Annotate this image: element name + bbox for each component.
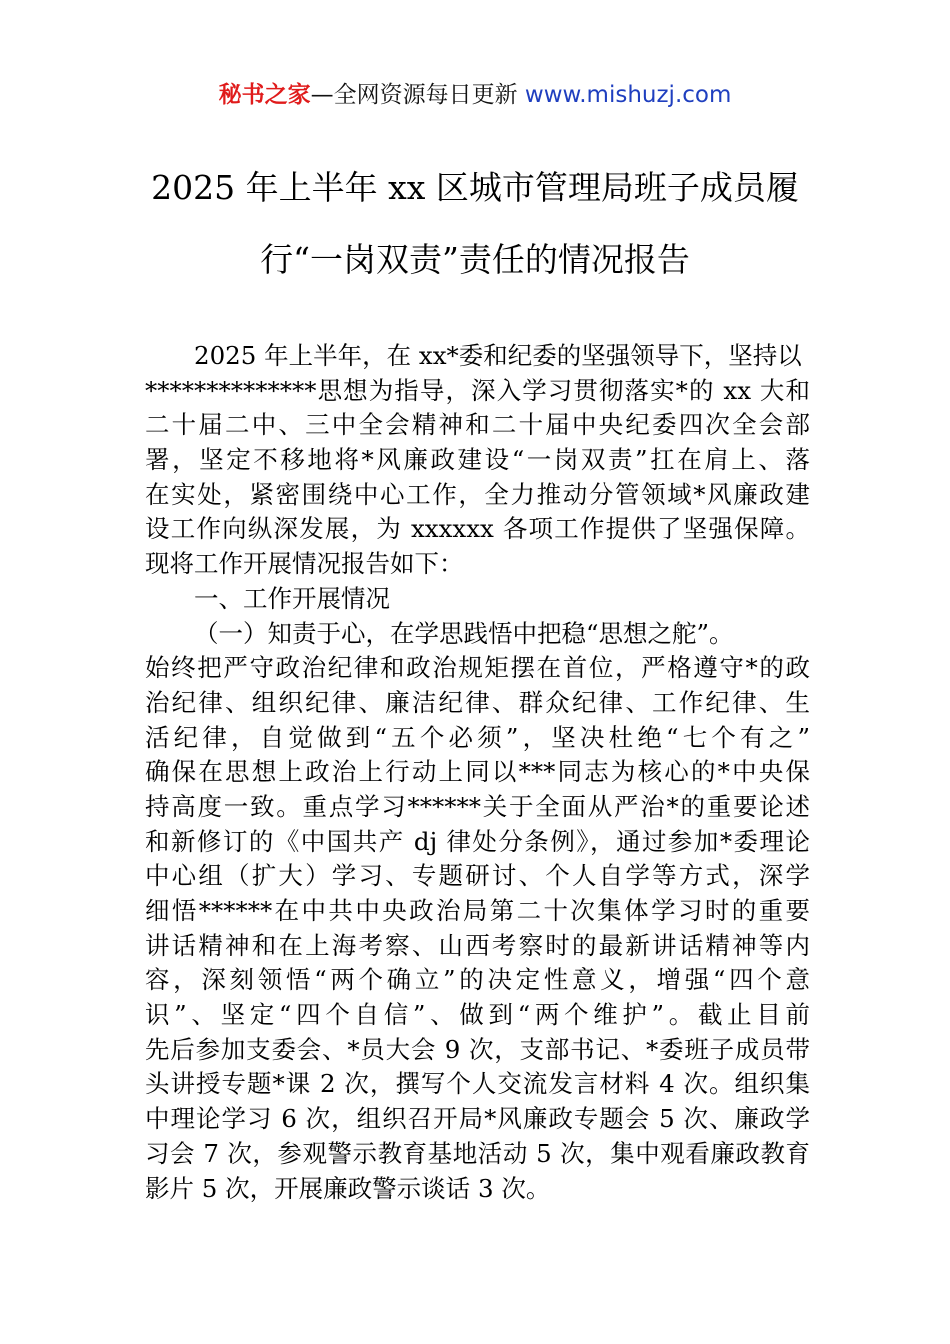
body-line: 署，坚定不移地将*风廉政建设“一岗双责”扛在肩上、落	[145, 445, 810, 475]
body-line: 和新修订的《中国共产 dj 律处分条例》，通过参加*委理论	[145, 826, 810, 856]
body-line: 2025 年上半年，在 xx*委和纪委的坚强领导下，坚持以	[194, 341, 802, 370]
title-line-1: 2025 年上半年 xx 区城市管理局班子成员履	[151, 168, 799, 207]
body-line: 在实处，紧密围绕中心工作，全力推动分管领域*风廉政建	[145, 479, 810, 509]
section-heading: 一、工作开展情况	[194, 583, 390, 613]
body-line: 影片 5 次，开展廉政警示谈话 3 次。	[145, 1173, 551, 1203]
body-line: 始终把严守政治纪律和政治规矩摆在首位，严格遵守*的政	[145, 653, 810, 683]
subsection-heading: （一）知责于心，在学思践悟中把稳“思想之舵”。	[194, 618, 734, 648]
body-line: **************思想为指导，深入学习贯彻落实*的 xx 大和	[145, 375, 810, 405]
body-line: 细悟******在中共中央政治局第二十次集体学习时的重要	[145, 896, 810, 925]
body-line: 现将工作开展情况报告如下：	[145, 549, 464, 579]
body-line: 习会 7 次，参观警示教育基地活动 5 次，集中观看廉政教育	[145, 1138, 810, 1168]
body-line: 设工作向纵深发展，为 xxxxxx 各项工作提供了坚强保障。	[145, 514, 810, 544]
body-line: 头讲授专题*课 2 次，撰写个人交流发言材料 4 次。组织集	[145, 1069, 810, 1099]
body-line: 持高度一致。重点学习******关于全面从严治*的重要论述	[145, 791, 810, 821]
website-link[interactable]: www.mishuzj.com	[524, 82, 732, 108]
brand-name: 秘书之家	[218, 82, 311, 108]
header-tagline: —全网资源每日更新	[310, 82, 525, 108]
body-line: 容，深刻领悟“两个确立”的决定性意义，增强“四个意	[145, 965, 810, 995]
body-line: 确保在思想上政治上行动上同以***同志为核心的*中央保	[145, 757, 810, 787]
body-line: 中心组（扩大）学习、专题研讨、个人自学等方式，深学	[145, 861, 810, 891]
body-line: 治纪律、组织纪律、廉洁纪律、群众纪律、工作纪律、生	[145, 687, 810, 717]
body-line: 讲话精神和在上海考察、山西考察时的最新讲话精神等内	[145, 930, 810, 960]
document-title	[120, 152, 830, 296]
body-line: 二十届二中、三中全会精神和二十届中央纪委四次全会部	[145, 410, 810, 440]
body-line: 先后参加支委会、*员大会 9 次，支部书记、*委班子成员带	[145, 1034, 810, 1064]
title-line-2: 行“一岗双责”责任的情况报告	[260, 240, 690, 279]
site-header	[0, 80, 950, 110]
document-body	[145, 339, 810, 1206]
body-line: 识”、坚定“四个自信”、做到“两个维护”。截止目前	[145, 1000, 810, 1030]
body-line: 中理论学习 6 次，组织召开局*风廉政专题会 5 次、廉政学	[145, 1104, 810, 1134]
body-line: 活纪律，自觉做到“五个必须”，坚决杜绝“七个有之”	[145, 722, 810, 752]
